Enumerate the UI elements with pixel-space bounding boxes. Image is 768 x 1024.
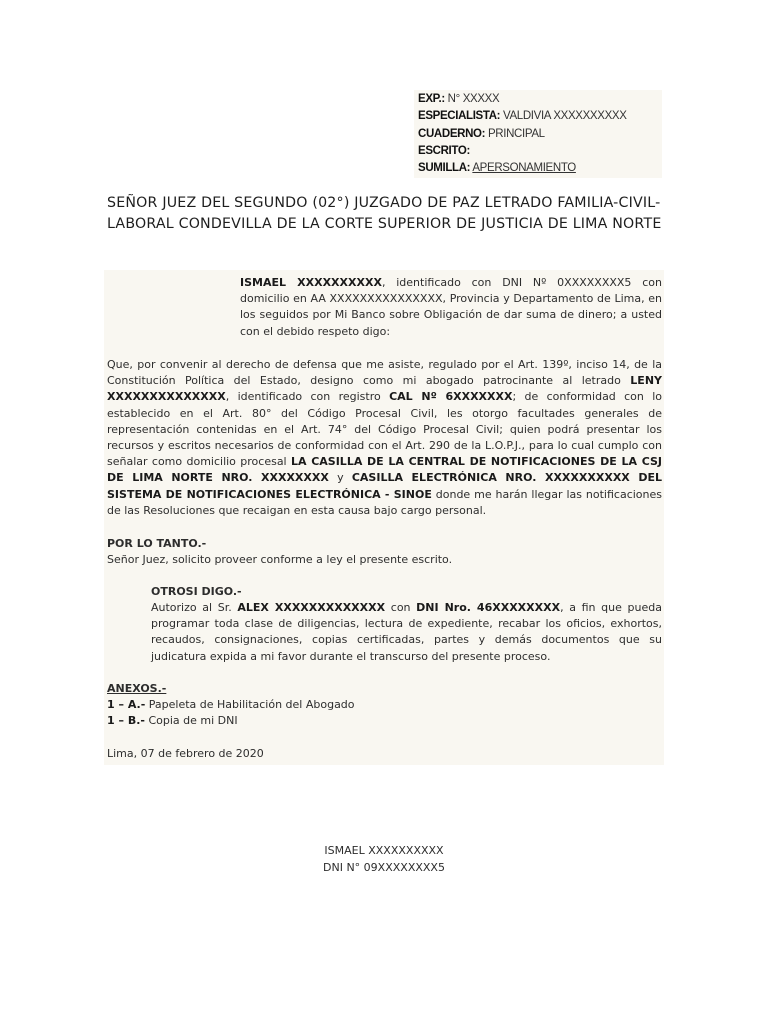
signer-dni: DNI N° 09XXXXXXXX5 [323,860,445,874]
otrosi-text-2: con [385,601,417,614]
especialista-row [418,108,662,125]
intro-text: , identificado con DNI Nº 0XXXXXXXX5 con domicilio en AA XXXXXXXXXXXXXXX, Provincia y Departamento de Lima, en los seguidos por Mi Banco sobre Obligación de dar suma de dinero; a usted con el debido respeto digo: [240,276,662,338]
otrosi-heading: OTROSI DIGO.- [151,585,242,598]
intro-paragraph [240,275,662,340]
cuaderno-value: PRINCIPAL [487,127,545,140]
main-text-5: donde me harán llegar las notificaciones de las Resoluciones que recaigan en esta causa bajo cargo personal. [107,487,663,517]
main-text-2: , identificado con registro [225,390,390,404]
main-text-1: Que, por convenir al derecho de defensa que me asiste, regulado por el Art. 139º, inciso 14, de la Constitución Política del Estado, designo como mi abogado patrocinante al letrado [107,358,662,388]
sumilla-value: APERSONAMIENTO [472,162,576,175]
sumilla-row [418,160,662,177]
request-sentence: Señor Juez, solicito proveer conforme a ley el presente escrito. [107,553,453,566]
casilla-central: LA CASILLA DE LA CENTRAL DE NOTIFICACIONES DE LA CSJ DE LIMA NORTE NRO. XXXXXXXX [107,455,662,485]
escrito-row [418,143,662,160]
anexo-a-label: 1 – A.- [107,698,146,711]
otrosi-paragraph [151,600,662,665]
anexo-item [107,713,662,729]
escrito-label: ESCRITO: [418,144,470,157]
main-text-4: y [328,471,352,485]
anexo-item [107,697,662,713]
especialista-label: ESPECIALISTA: [418,110,501,123]
especialista-value: VALDIVIA XXXXXXXXXX [503,110,627,123]
cuaderno-label: CUADERNO: [418,127,486,140]
otrosi-text-3: , a fin que pueda programar toda clase de diligencias, lectura de expediente, recabar los oficios, exhortos, recaudos, consignaciones, copias certificadas, partes y demás documentos que su judicatura expida a mi favor durante el transcurso del presente proceso. [151,601,662,663]
cal-number: CAL Nº 6XXXXXXX [389,390,513,404]
authorized-dni: DNI Nro. 46XXXXXXXX [416,601,561,614]
casilla-electronica: CASILLA ELECTRÓNICA NRO. XXXXXXXXXX DEL SISTEMA DE NOTIFICACIONES ELECTRÓNICA - SINOE [107,471,662,501]
signer-name: ISMAEL XXXXXXXXXX [324,844,444,857]
main-text-3: ; de conformidad con lo establecido en el Art. 80° del Código Procesal Civil, les otorgo facultades generales de representación contenidas en el Art. 74° del Código Procesal Civil; quien podrá presentar los recursos y escritos necesarios de conformidad con el Art. 290 de la L.O.P.J., para lo cual cumplo con señalar como domicilio procesal [107,390,663,469]
anexo-a-text: Papeleta de Habilitación del Abogado [145,698,355,711]
anexo-b-text: Copia de mi DNI [144,714,238,727]
authorized-name: ALEX XXXXXXXXXXXXX [237,601,386,614]
otrosi-text-1: Autorizo al Sr. [151,601,238,614]
main-paragraph [107,357,662,519]
date-line: Lima, 07 de febrero de 2020 [107,747,264,760]
case-header [414,90,662,178]
addressee-heading: SEÑOR JUEZ DEL SEGUNDO (02°) JUZGADO DE PAZ LETRADO FAMILIA-CIVIL-LABORAL CONDEVILLA DE LA CORTE SUPERIOR DE JUSTICIA DE LIMA NORTE [107,195,662,232]
exp-value: N° XXXXX [447,93,500,105]
sumilla-label: SUMILLA: [418,162,471,175]
anexo-b-label: 1 – B.- [107,714,145,727]
anexos-heading: ANEXOS.- [107,682,167,695]
por-lo-tanto-heading: POR LO TANTO.- [107,537,207,550]
signature-block [284,843,484,876]
exp-label: EXP.: [418,93,445,105]
exp-row [418,91,662,108]
petitioner-name: ISMAEL XXXXXXXXXX [240,276,382,289]
cuaderno-row [418,126,662,143]
lawyer-name: LENY XXXXXXXXXXXXXX [107,374,662,404]
